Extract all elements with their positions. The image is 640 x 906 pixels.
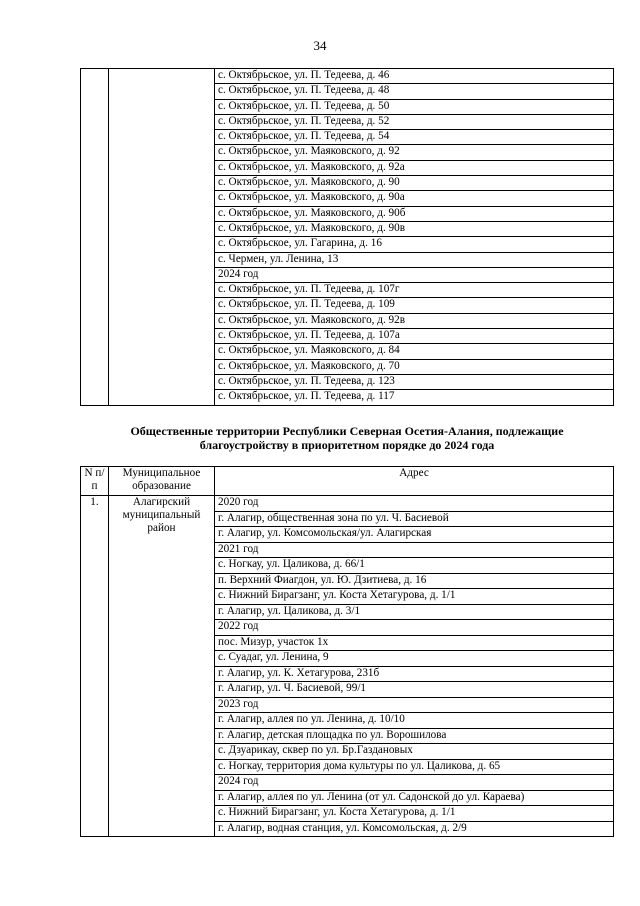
municipality-cell (109, 69, 215, 406)
address-cell: г. Алагир, водная станция, ул. Комсомольская, д. 2/9 (215, 821, 614, 837)
address-cell: пос. Мизур, участок 1х (215, 635, 614, 651)
header-municipality: Муниципальное образование (109, 467, 215, 496)
continued-address-table (80, 68, 614, 406)
public-territories-table (80, 466, 614, 837)
address-cell: г. Алагир, ул. Комсомольская/ул. Алагирская (215, 527, 614, 543)
address-cell: с. Нижний Бирагзанг, ул. Коста Хетагурова, д. 1/1 (215, 806, 614, 822)
number-cell (81, 69, 109, 406)
address-cell: с. Октябрьское, ул. Маяковского, д. 90а (215, 191, 614, 206)
address-cell: г. Алагир, аллея по ул. Ленина (от ул. Садонской до ул. Караева) (215, 790, 614, 806)
table-row (81, 496, 614, 512)
address-cell: с. Октябрьское, ул. Маяковского, д. 92 (215, 145, 614, 160)
address-cell: 2020 год (215, 496, 614, 512)
address-cell: 2021 год (215, 542, 614, 558)
address-cell: г. Алагир, общественная зона по ул. Ч. Басиевой (215, 511, 614, 527)
address-cell: с. Октябрьское, ул. П. Тедеева, д. 50 (215, 99, 614, 114)
address-cell: с. Октябрьское, ул. Маяковского, д. 90 (215, 176, 614, 191)
address-cell: с. Октябрьское, ул. П. Тедеева, д. 107г (215, 283, 614, 298)
address-cell: с. Октябрьское, ул. П. Тедеева, д. 123 (215, 374, 614, 389)
address-cell: 2024 год (215, 267, 614, 282)
address-cell: с. Дзуарикау, сквер по ул. Бр.Газдановых (215, 744, 614, 760)
table-header-row (81, 467, 614, 496)
section-heading (80, 424, 614, 452)
address-cell: с. Октябрьское, ул. П. Тедеева, д. 52 (215, 114, 614, 129)
address-cell: с. Октябрьское, ул. П. Тедеева, д. 107а (215, 329, 614, 344)
address-cell: с. Октябрьское, ул. Маяковского, д. 90в (215, 221, 614, 236)
section-heading-line2: благоустройству в приоритетном порядке до 2024 года (199, 438, 495, 452)
address-cell: п. Верхний Фиагдон, ул. Ю. Дзитиева, д. 16 (215, 573, 614, 589)
address-cell: с. Октябрьское, ул. Маяковского, д. 70 (215, 359, 614, 374)
address-cell: 2022 год (215, 620, 614, 636)
address-cell: с. Октябрьское, ул. Маяковского, д. 92а (215, 160, 614, 175)
section-heading-line1: Общественные территории Республики Северная Осетия-Алания, подлежащие (130, 424, 564, 438)
address-cell: с. Октябрьское, ул. П. Тедеева, д. 54 (215, 130, 614, 145)
address-cell: с. Суадаг, ул. Ленина, 9 (215, 651, 614, 667)
address-cell: с. Октябрьское, ул. Маяковского, д. 92в (215, 313, 614, 328)
page-number: 34 (313, 38, 327, 53)
address-cell: 2023 год (215, 697, 614, 713)
address-cell: г. Алагир, ул. Цаликова, д. 3/1 (215, 604, 614, 620)
address-cell: с. Ногкау, территория дома культуры по ул. Цаликова, д. 65 (215, 759, 614, 775)
header-number: N п/п (81, 467, 109, 496)
address-cell: г. Алагир, детская площадка по ул. Ворошилова (215, 728, 614, 744)
address-cell: с. Нижний Бирагзанг, ул. Коста Хетагурова, д. 1/1 (215, 589, 614, 605)
row-number-cell: 1. (81, 496, 109, 837)
address-cell: с. Октябрьское, ул. Маяковского, д. 90б (215, 206, 614, 221)
address-cell: с. Октябрьское, ул. Маяковского, д. 84 (215, 344, 614, 359)
address-cell: г. Алагир, ул. Ч. Басиевой, 99/1 (215, 682, 614, 698)
address-cell: с. Октябрьское, ул. П. Тедеева, д. 109 (215, 298, 614, 313)
address-cell: с. Чермен, ул. Ленина, 13 (215, 252, 614, 267)
header-address: Адрес (215, 467, 614, 496)
address-cell: с. Октябрьское, ул. П. Тедеева, д. 46 (215, 69, 614, 84)
address-cell: с. Октябрьское, ул. П. Тедеева, д. 117 (215, 390, 614, 405)
table-row (81, 69, 614, 84)
address-cell: г. Алагир, ул. К. Хетагурова, 231б (215, 666, 614, 682)
address-cell: 2024 год (215, 775, 614, 791)
address-cell: с. Ногкау, ул. Цаликова, д. 66/1 (215, 558, 614, 574)
address-cell: с. Октябрьское, ул. П. Тедеева, д. 48 (215, 84, 614, 99)
address-cell: с. Октябрьское, ул. Гагарина, д. 16 (215, 237, 614, 252)
address-cell: г. Алагир, аллея по ул. Ленина, д. 10/10 (215, 713, 614, 729)
municipality-name-cell: Алагирский муниципальный район (109, 496, 215, 837)
